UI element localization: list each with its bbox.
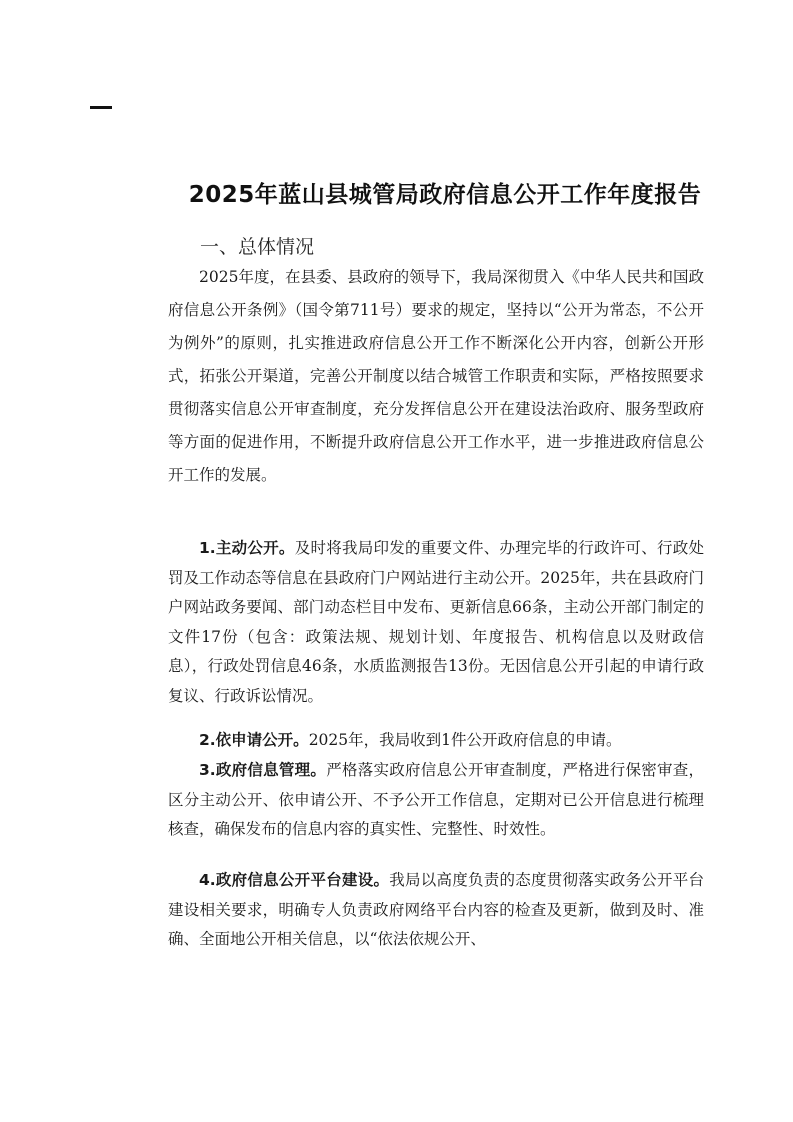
paragraph-info-management [168,756,704,845]
paragraph-request-disclosure [168,726,704,756]
paragraph-lead: 3.政府信息管理。 [199,761,327,779]
paragraph-body: 我局以高度负责的态度贯彻落实政务公开平台建设相关要求，明确专人负责政府网络平台内容的检查及更新，做到及时、准确、全面地公开相关信息，以“依法依规公开、 [168,871,704,948]
paragraph-lead: 1.主动公开。 [199,539,295,557]
paragraph-body: 严格落实政府信息公开审查制度，严格进行保密审查，区分主动公开、依申请公开、不予公开工作信息，定期对已公开信息进行梳理核查，确保发布的信息内容的真实性、完整性、时效性。 [168,761,704,838]
paragraph-body: 及时将我局印发的重要文件、办理完毕的行政许可、行政处罚及工作动态等信息在县政府门户网站进行主动公开。2025年，共在县政府门户网站政务要闻、部门动态栏目中发布、更新信息66条，主动公开部门制定的文件17份（包含：政策法规、规划计划、年度报告、机构信息以及财政信息），行政处罚信息46条，水质监测报告13份。无因信息公开引起的申请行政复议、行政诉讼情况。 [168,539,704,705]
paragraph-body: 2025年，我局收到1件公开政府信息的申请。 [308,731,622,749]
paragraph-platform-construction [168,866,704,955]
report-title: 2025年蓝山县城管局政府信息公开工作年度报告 [188,182,702,208]
paragraph-lead: 2.依申请公开。 [199,731,309,749]
paragraph-overview: 2025年度，在县委、县政府的领导下，我局深彻贯入《中华人民共和国政府信息公开条例》（国令第711号）要求的规定，坚持以“公开为常态，不公开为例外”的原则，扎实推进政府信息公开工作不断深化公开内容，创新公开形式，拓张公开渠道，完善公开制度以结合城管工作职责和实际，严格按照要求贯彻落实信息公开审查制度，充分发挥信息公开在建设法治政府、服务型政府等方面的促进作用，不断提升政府信息公开工作水平，进一步推进政府信息公开工作的发展。 [168,268,704,484]
paragraph-lead: 4.政府信息公开平台建设。 [199,871,390,889]
page-edge-mark [90,106,112,109]
section-heading-overview: 一、总体情况 [200,236,315,258]
paragraph-active-disclosure [168,534,704,711]
